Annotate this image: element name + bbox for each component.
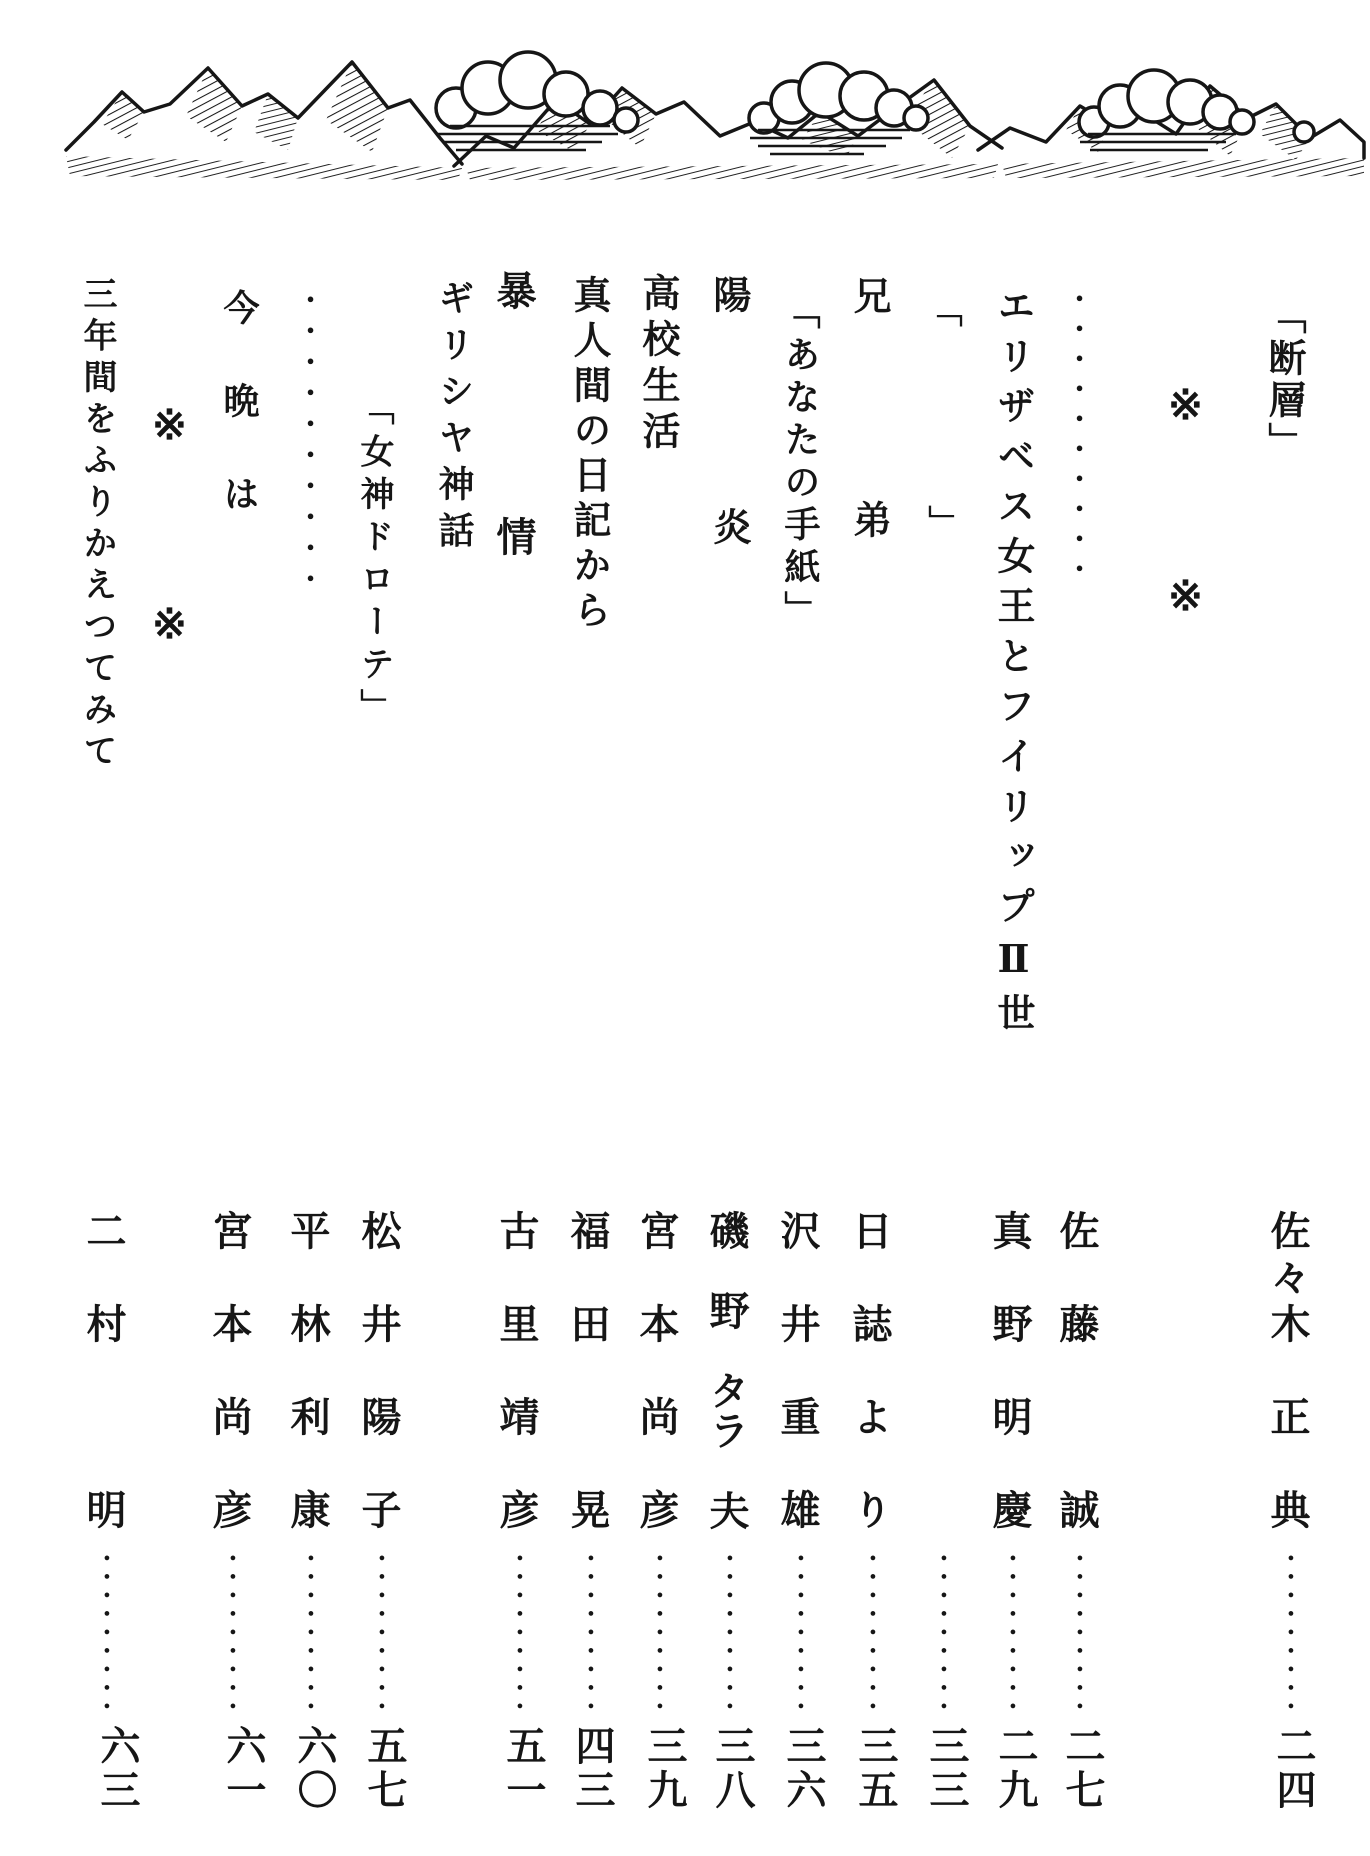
leader-dots: ●●●●●●●●● bbox=[376, 1552, 388, 1719]
title-col-sannenkan: 三年間をふりかえつてみて bbox=[78, 276, 115, 774]
leader-dots: ●●●●●●●●● bbox=[1007, 1552, 1019, 1719]
leader-dots: ●●●●●●●●● bbox=[724, 1552, 736, 1719]
leader-dots: ●●●●●●●●● bbox=[795, 1552, 807, 1719]
title-col-empty-quote: 「 」 bbox=[923, 293, 960, 611]
author-col-nisshi-yori: 日誌より bbox=[847, 1210, 892, 1582]
author-col-mano-meikei: 真野明慶 bbox=[987, 1210, 1032, 1582]
separator-marks-right: ※ ※ bbox=[1161, 380, 1207, 670]
title-col-konban-wa: 今晩は bbox=[219, 289, 259, 568]
page-number-38: 三八 bbox=[710, 1725, 755, 1813]
page-number-63: 六三 bbox=[95, 1725, 140, 1813]
leader-dots: ●●●●●●●●● bbox=[1285, 1552, 1297, 1719]
title-col-boujou: 暴 情 bbox=[491, 270, 536, 639]
leader-dots: ●●●●●●●●● bbox=[514, 1552, 526, 1719]
title-col-kyoudai: 兄 弟 bbox=[847, 276, 889, 612]
page-number-51: 五一 bbox=[501, 1725, 546, 1813]
page-number-24: 二四 bbox=[1271, 1725, 1316, 1813]
author-col-fukuda-akira: 福田 晃 bbox=[565, 1210, 610, 1582]
author-col-sawai-shigeo: 沢井重雄 bbox=[775, 1210, 820, 1582]
leader-dots: ●●●●●●●●● bbox=[227, 1552, 239, 1719]
leader-dots: ●●●●●●●●● bbox=[585, 1552, 597, 1719]
title-col-megami-dorote: 「女神ドローテ」 bbox=[355, 391, 392, 731]
author-col-isono-tarao: 磯 野 タラ 夫 bbox=[704, 1210, 749, 1530]
page-number-61: 六一 bbox=[221, 1725, 266, 1813]
author-col-nimura-akira: 二村 明 bbox=[81, 1210, 126, 1582]
page-number-29: 二九 bbox=[993, 1725, 1038, 1813]
author-col-sasaki-masanori: 佐々木 正 典 bbox=[1265, 1210, 1310, 1536]
title-col-maningen-nikki: 真人間の日記から bbox=[567, 275, 609, 635]
author-col-matsui-yoko: 松井陽子 bbox=[356, 1210, 401, 1582]
leader-dots: ●●●●●●●●● bbox=[938, 1552, 950, 1719]
page-number-43: 四三 bbox=[570, 1725, 615, 1813]
author-col-miyamoto-naohiko-2: 宮本尚彦 bbox=[207, 1210, 252, 1582]
title-col-kagerou: 陽 炎 bbox=[707, 275, 749, 623]
leader-dots: ●●●●●●●●● bbox=[305, 1552, 317, 1719]
author-col-hirabayashi-toshiyasu: 平林利康 bbox=[285, 1210, 330, 1582]
leader-dots: ●●●●●●●●● bbox=[867, 1552, 879, 1719]
author-col-sato-makoto: 佐藤 誠 bbox=[1054, 1210, 1099, 1582]
title-col-elizabeth: エリザベス女王とフイリップⅡ世 bbox=[991, 286, 1033, 1043]
title-leader-dots-right: ●●●●●●●●●● bbox=[1072, 290, 1087, 590]
title-leader-dots-left: ●●●●●●●●●● bbox=[303, 291, 318, 601]
page-number-27: 二七 bbox=[1060, 1725, 1105, 1813]
author-col-miyamoto-naohiko-1: 宮本尚彦 bbox=[634, 1210, 679, 1582]
title-col-greek-myth: ギリシヤ神話 bbox=[434, 279, 474, 558]
page-number-60: 六〇 bbox=[292, 1725, 337, 1813]
mountain-illustration bbox=[58, 46, 1370, 186]
page-number-35: 三五 bbox=[853, 1725, 898, 1813]
leader-dots: ●●●●●●●●● bbox=[1074, 1552, 1086, 1719]
author-col-furusato-yasuhiko: 古里靖彦 bbox=[494, 1210, 539, 1582]
title-col-anata-no-tegami: 「あなたの手紙」 bbox=[780, 293, 820, 633]
leader-dots: ●●●●●●●●● bbox=[654, 1552, 666, 1719]
page-number-33: 三三 bbox=[924, 1725, 969, 1813]
page-number-39: 三九 bbox=[642, 1725, 687, 1813]
title-col-koukou-seikatsu: 高校生活 bbox=[636, 273, 678, 457]
page-number-36: 三六 bbox=[781, 1725, 826, 1813]
page-number-57: 五七 bbox=[362, 1725, 407, 1813]
title-col-dansou: 「断層」 bbox=[1262, 296, 1304, 464]
leader-dots: ●●●●●●●●● bbox=[101, 1552, 113, 1719]
separator-marks-left: ※ ※ bbox=[145, 400, 191, 702]
cloud-left bbox=[436, 52, 638, 150]
